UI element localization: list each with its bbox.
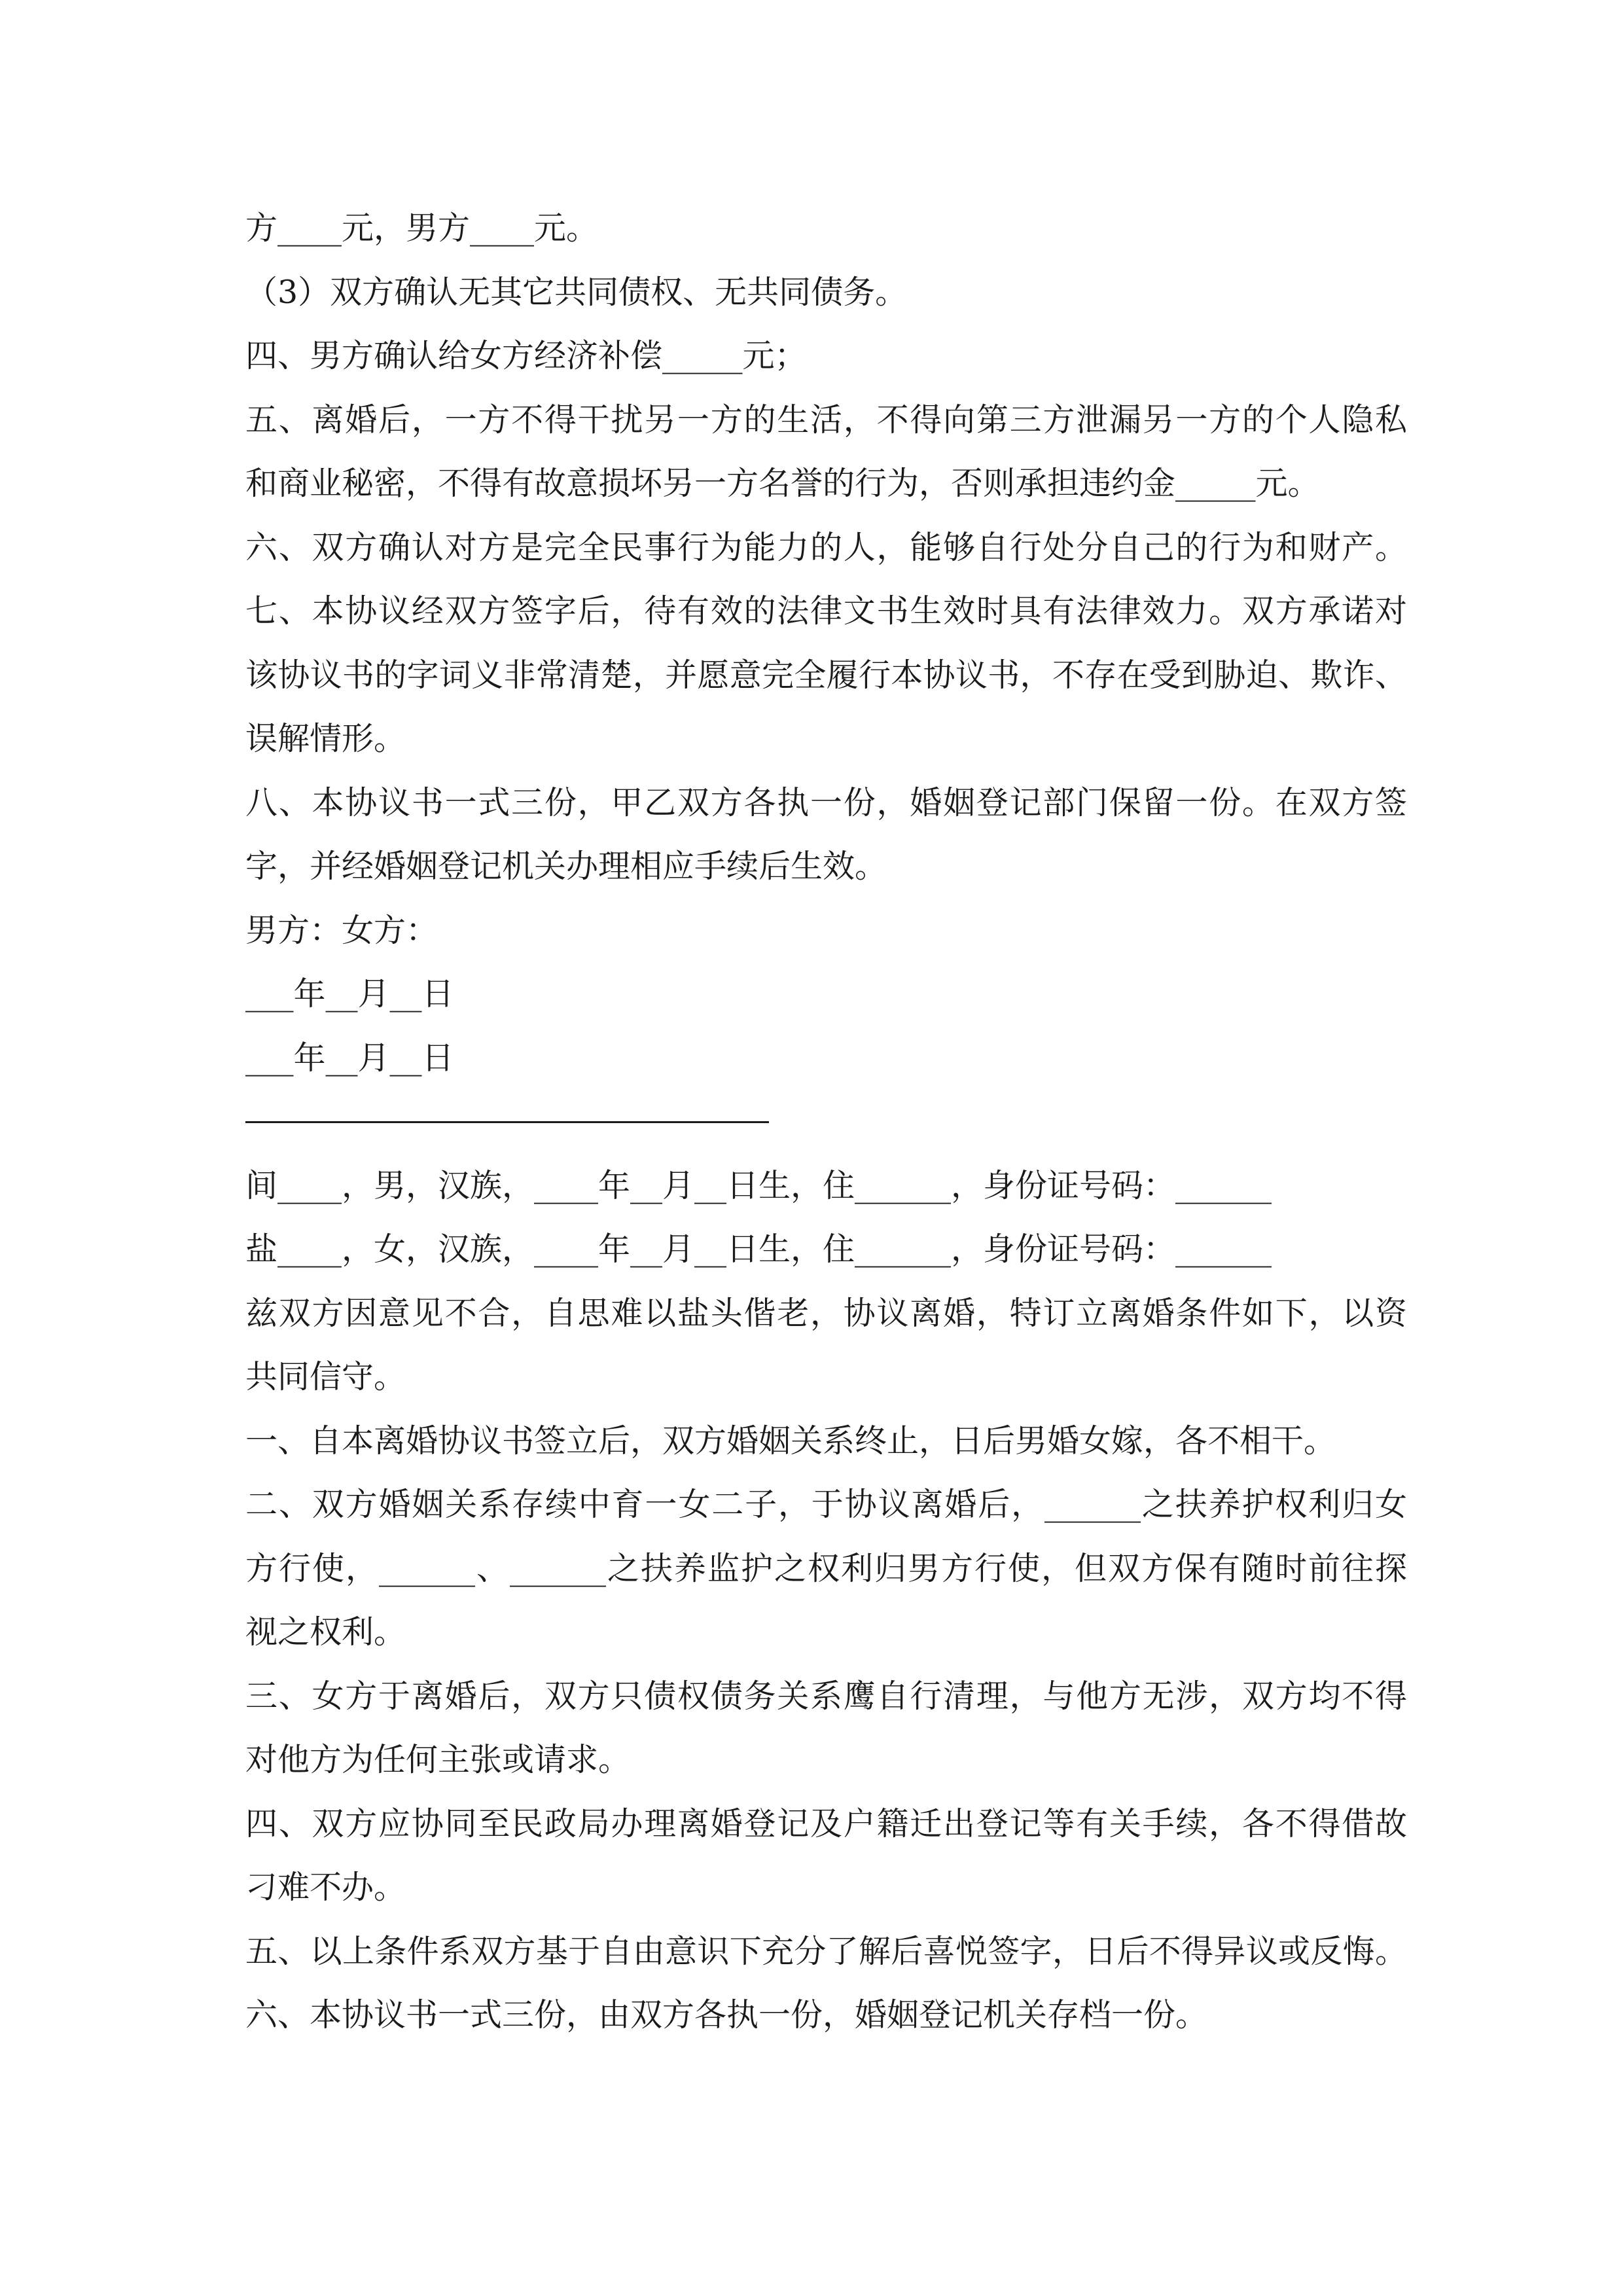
signature-labels: 男方：女方： bbox=[245, 911, 438, 949]
text-line-10: 八、本协议书一式三份，甲乙双方各执一份，婚姻登记部门保留一份。在双方签 bbox=[245, 783, 1407, 821]
document-body bbox=[245, 196, 1407, 2047]
text-line-23: 对他方为任何主张或请求。 bbox=[245, 1741, 631, 1778]
text-line-20: 方行使，______、______之扶养监护之权利归男方行使，但双方保有随时前往探 bbox=[245, 1549, 1407, 1587]
text-line-3: 四、男方确认给女方经济补偿_____元； bbox=[245, 337, 807, 374]
text-line-26: 五、以上条件系双方基于自由意识下充分了解后喜悦签字，日后不得异议或反悔。 bbox=[245, 1932, 1407, 1970]
text-line-17: 共同信守。 bbox=[245, 1358, 406, 1395]
text-line-7: 七、本协议经双方签字后，待有效的法律文书生效时具有法律效力。双方承诺对 bbox=[245, 592, 1407, 630]
text-line-24: 四、双方应协同至民政局办理离婚登记及户籍迁出登记等有关手续，各不得借故 bbox=[245, 1804, 1407, 1842]
text-line-2: （3）双方确认无其它共同债权、无共同债务。 bbox=[245, 273, 908, 311]
text-line-19: 二、双方婚姻关系存续中育一女二子，于协议离婚后，______之扶养护权利归女 bbox=[245, 1486, 1407, 1523]
date-line-1: ___年__月__日 bbox=[245, 975, 454, 1013]
section-separator bbox=[245, 1090, 1407, 1154]
separator-rule bbox=[245, 1121, 769, 1123]
text-line-16: 兹双方因意见不合，自思难以盐头偕老，协议离婚，特订立离婚条件如下，以资 bbox=[245, 1294, 1407, 1332]
text-line-1: 方____元，男方____元。 bbox=[245, 209, 599, 247]
text-line-18: 一、自本离婚协议书签立后，双方婚姻关系终止，日后男婚女嫁，各不相干。 bbox=[245, 1422, 1336, 1460]
text-line-22: 三、女方于离婚后，双方只债权债务关系鹰自行清理，与他方无涉，双方均不得 bbox=[245, 1677, 1407, 1715]
text-line-4: 五、离婚后，一方不得干扰另一方的生活，不得向第三方泄漏另一方的个人隐私 bbox=[245, 401, 1407, 439]
text-line-6: 六、双方确认对方是完全民事行为能力的人，能够自行处分自己的行为和财产。 bbox=[245, 528, 1407, 566]
text-line-11: 字，并经婚姻登记机关办理相应手续后生效。 bbox=[245, 848, 887, 885]
text-line-25: 刁难不办。 bbox=[245, 1869, 406, 1906]
text-line-8: 该协议书的字词义非常清楚，并愿意完全履行本协议书，不存在受到胁迫、欺诈、 bbox=[245, 656, 1407, 694]
date-line-2: ___年__月__日 bbox=[245, 1039, 454, 1077]
party-male-info: 间____，男，汉族，____年__月__日生，住______，身份证号码：______ bbox=[245, 1166, 1272, 1204]
text-line-27: 六、本协议书一式三份，由双方各执一份，婚姻登记机关存档一份。 bbox=[245, 1996, 1208, 2034]
text-line-21: 视之权利。 bbox=[245, 1613, 406, 1651]
text-line-9: 误解情形。 bbox=[245, 720, 406, 757]
party-female-info: 盐____，女，汉族，____年__月__日生，住______，身份证号码：______ bbox=[245, 1230, 1272, 1268]
text-line-5: 和商业秘密，不得有故意损坏另一方名誉的行为，否则承担违约金_____元。 bbox=[245, 465, 1320, 502]
